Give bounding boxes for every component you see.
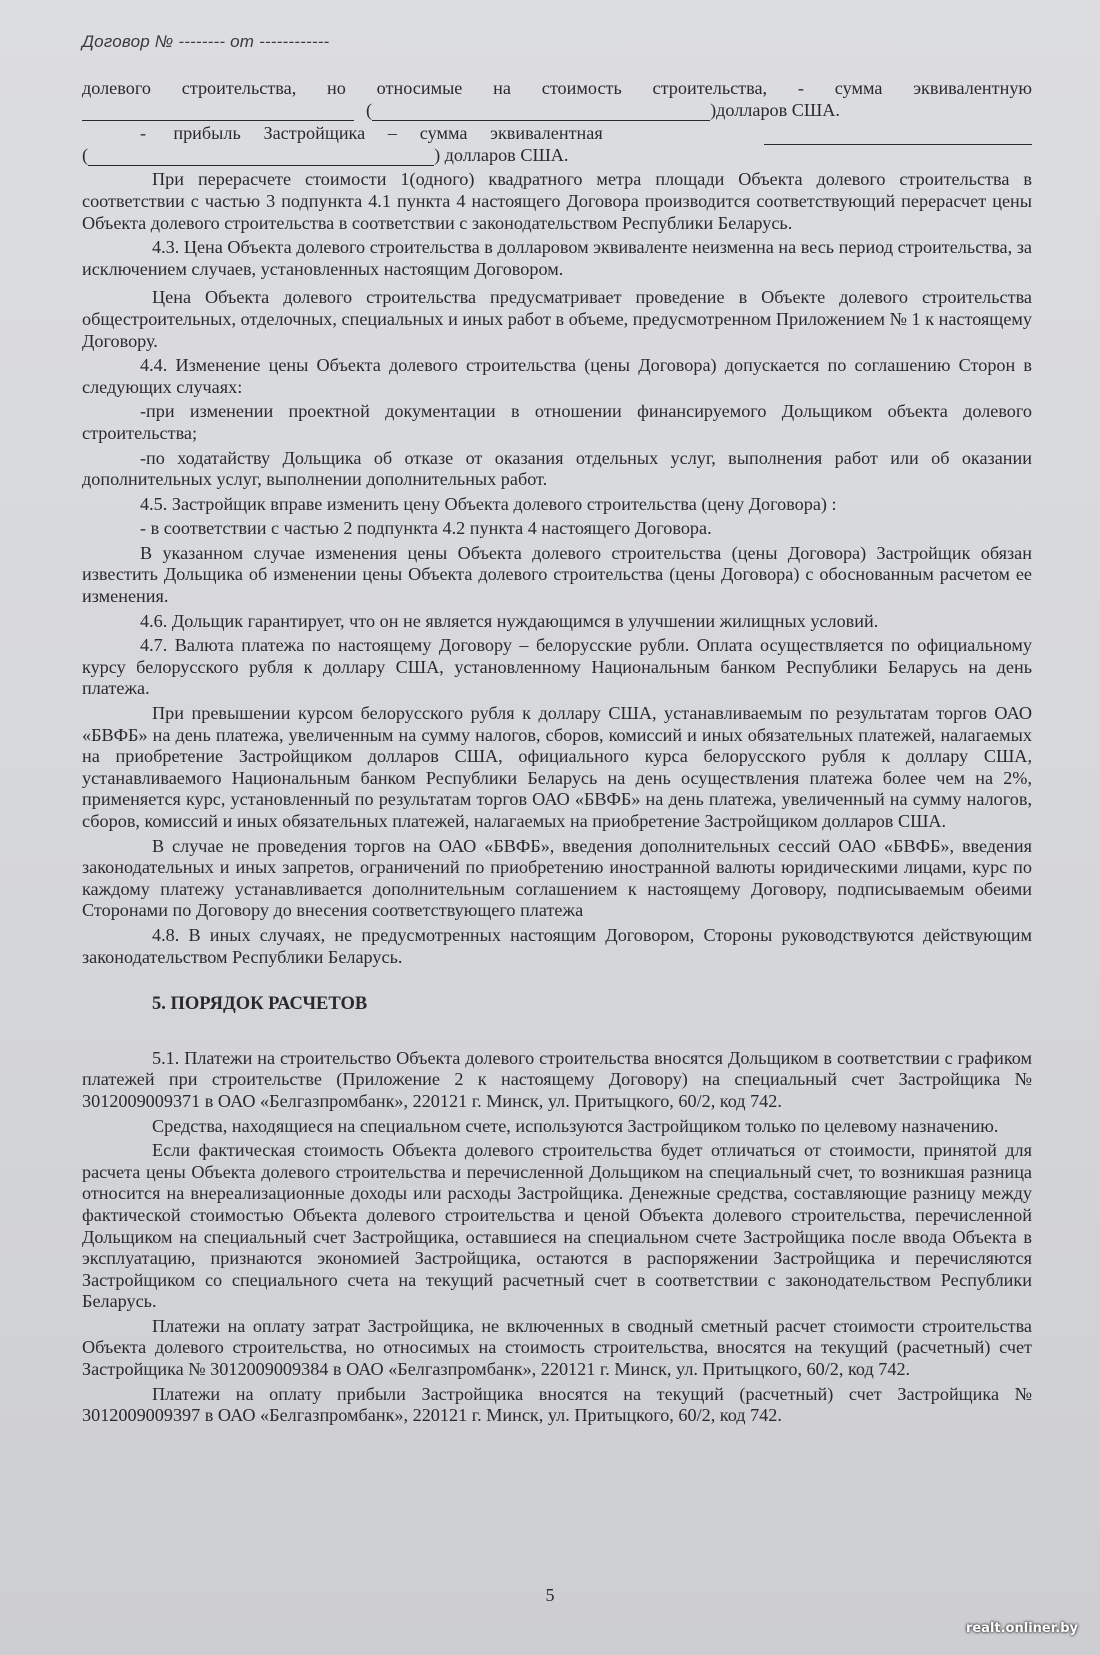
paragraph-4-6: 4.6. Дольщик гарантирует, что он не является нуждающимся в улучшении жилищных условий. (140, 610, 879, 631)
section-5-title: 5. ПОРЯДОК РАСЧЕТОВ (152, 994, 368, 1015)
currency-label: )долларов США. (710, 99, 840, 120)
intro-line-2 (82, 100, 1032, 122)
paragraph-5-1-profit: Платежи на оплату прибыли Застройщика вносятся на текущий (расчетный) счет Застройщика № 3012009009397 в ОАО «Белгазпромбанк», 220121 г. Минск, ул. Притыцкого, 60/2, код 742. (82, 1383, 1032, 1426)
paragraph-4-5: 4.5. Застройщик вправе изменить цену Объекта долевого строительства (цену Договора) : (140, 493, 837, 514)
profit-amount-blank (764, 127, 1032, 145)
currency-label: ) долларов США. (434, 144, 569, 165)
paragraph-4-7: 4.7. Валюта платежа по настоящему Договору – белорусские рубли. Оплата осуществляется по официальному курсу белорусского рубля к доллару США, установленному Национальным банком Республики Беларусь на день платежа. (82, 635, 1032, 699)
paragraph-4-7-no-trading: В случае не проведения торгов на ОАО «БВФБ», введения дополнительных сессий ОАО «БВФБ», введения законодательных и иных запретов, ограничений по приобретению иностранной валюты юридическими лицами, курс по каждому платежу устанавливается дополнительным соглашением к настоящему Договору, подписываемым обеими Сторонами по Договору до внесения соответствующего платежа (82, 835, 1032, 921)
paragraph-5-1-costs: Платежи на оплату затрат Застройщика, не включенных в сводный сметный расчет стоимости строительства Объекта долевого строительства, но относимых на стоимость строительства, вносятся на текущий (расчетный) счет Застройщика № 3012009009384 в ОАО «Белгазпромбанк», 220121 г. Минск, ул. Притыцкого, 60/2, код 742. (82, 1315, 1032, 1380)
paragraph-4-2-recalc: При перерасчете стоимости 1(одного) квадратного метра площади Объекта долевого строительства в соответствии с частью 3 подпункта 4.1 пункта 4 настоящего Договора производится соответствующий перерасчет цены Объекта долевого строительства в соответствии с законодательством Республики Беларусь. (82, 169, 1032, 233)
document-header: Договор № -------- от ------------ (82, 32, 330, 51)
paragraph-4-3-price: Цена Объекта долевого строительства предусматривает проведение в Объекте долевого строительства общестроительных, отделочных, специальных и иных работ в объеме, предусмотренном Приложением № 1 к настоящему Договору. (82, 287, 1032, 351)
paragraph-5-1-difference: Если фактическая стоимость Объекта долевого строительства будет отличаться от стоимости, принятой для расчета цены Объекта долевого строительства и перечисленной Дольщиком на специальный счет, то возникшая разница относится на внереализационные доходы или расходы Застройщика. Денежные средства, составляющие разницу между фактической стоимостью Объекта долевого строительства и ценой Объекта долевого строительства, перечисленной Дольщиком на специальный счет Застройщика, оставшиеся на специальном счете Застройщика после ввода Объекта в эксплуатацию, признаются экономией Застройщика, остаются в распоряжении Застройщика и перечисляются Застройщиком со специального счета на текущий расчетный счет в соответствии с законодательством Республики Беларусь. (82, 1140, 1032, 1312)
paragraph-5-1-funds: Средства, находящиеся на специальном счете, используются Застройщиком только по целевому назначению. (152, 1115, 999, 1136)
paragraph-4-4-case-2: -по ходатайству Дольщика об отказе от оказания отдельных услуг, выполнения работ или об оказании дополнительных услуг, выполнении дополнительных работ. (82, 447, 1032, 490)
paragraph-4-4-case-1: -при изменении проектной документации в отношении финансируемого Дольщиком объекта долевого строительства; (82, 401, 1032, 443)
intro-line-3 (82, 123, 1032, 145)
paren-open: ( (82, 144, 89, 165)
paragraph-4-7-rate: При превышении курсом белорусского рубля к доллару США, устанавливаемым по результатам торгов ОАО «БВФБ» на день платежа, увеличенным на сумму налогов, сборов, комиссий и иных обязательных платежей, налагаемых на приобретение Застройщиком долларов США, официального курса белорусского рубля к доллару США, устанавливаемого Национальным банком Республики Беларусь на день осуществления платежа более чем на 2%, применяется курс, установленный по результатам торгов ОАО «БВФБ» на день платежа, увеличенный на сумму налогов, сборов, комиссий и иных обязательных платежей, налагаемых на приобретение Застройщиком долларов США. (82, 703, 1032, 831)
paragraph-4-5-notice: В указанном случае изменения цены Объекта долевого строительства (цены Договора) Застройщик обязан известить Дольщика об изменении цены Объекта долевого строительства (цены Договора) с обоснованным расчетом ее изменения. (82, 542, 1032, 607)
paren-open: ( (366, 99, 373, 120)
intro-line-4 (82, 145, 1032, 167)
paragraph-4-3: 4.3. Цена Объекта долевого строительства в долларовом эквиваленте неизменна на весь период строительства, за исключением случаев, установленных настоящим Договором. (82, 237, 1032, 279)
page-number: 5 (545, 1585, 555, 1605)
profit-label: - прибыль Застройщика – сумма эквивалентная (140, 123, 603, 144)
watermark: realt.onliner.by (965, 1621, 1078, 1636)
paragraph-4-4: 4.4. Изменение цены Объекта долевого строительства (цены Договора) допускается по соглашению Сторон в следующих случаях: (82, 355, 1032, 397)
document-body (82, 78, 1032, 1427)
paragraph-4-8: 4.8. В иных случаях, не предусмотренных настоящим Договором, Стороны руководствуются действующим законодательством Республики Беларусь. (82, 924, 1032, 967)
profit-words-blank (88, 148, 434, 166)
amount-blank (82, 103, 354, 121)
intro-line-1: долевого строительства, но относимые на стоимость строительства, - сумма эквивалентную (82, 78, 1032, 98)
amount-words-blank (372, 103, 710, 121)
paragraph-5-1: 5.1. Платежи на строительство Объекта долевого строительства вносятся Дольщиком в соответствии с графиком платежей при строительстве (Приложение 2 к настоящему Договору) на специальный счет Застройщика № 3012009009371 в ОАО «Белгазпромбанк», 220121 г. Минск, ул. Притыцкого, 60/2, код 742. (82, 1047, 1032, 1111)
paragraph-4-5-case: - в соответствии с частью 2 подпункта 4.2 пункта 4 настоящего Договора. (140, 518, 712, 539)
